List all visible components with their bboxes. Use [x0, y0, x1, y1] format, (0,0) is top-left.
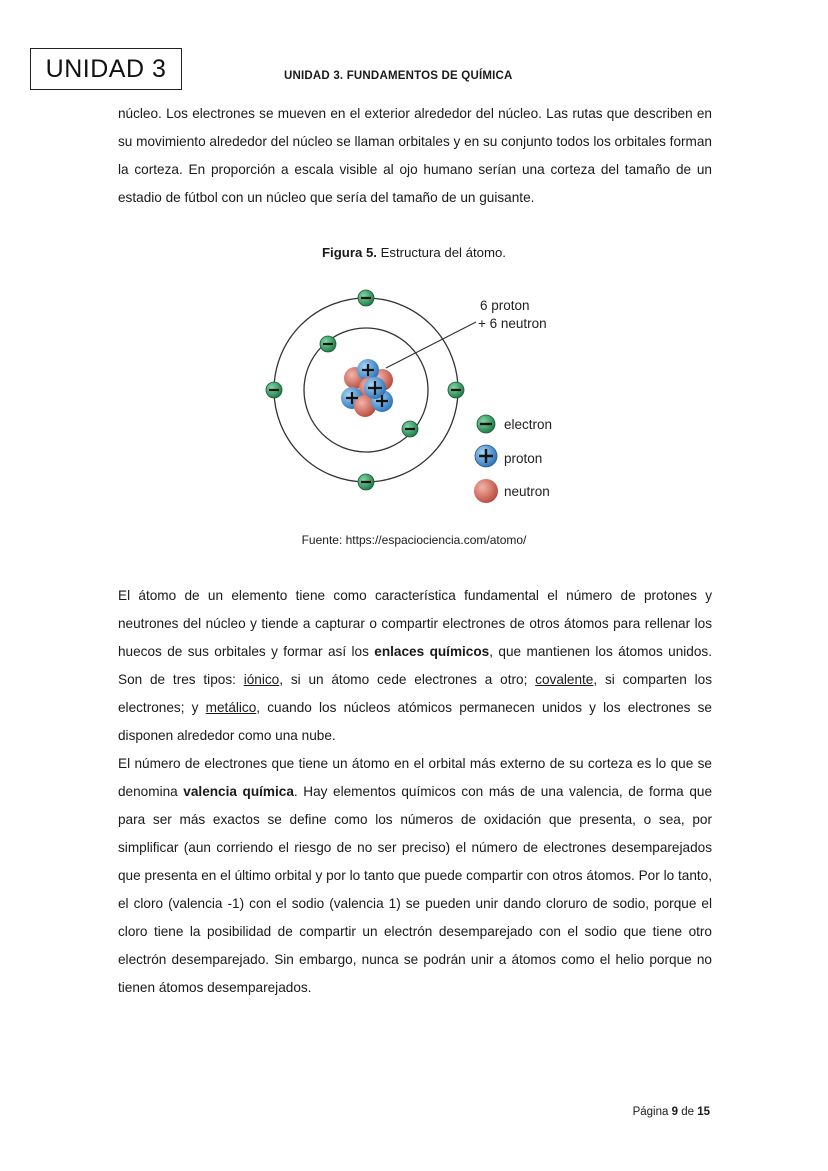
valence-paragraph: El número de electrones que tiene un átomo en el orbital más externo de su corteza es lo que se denomina valencia química. Hay elementos químicos con más de una valencia, de forma que para ser más exactos se define como los números de oxidación que presenta, o sea, por simplificar (aun corriendo el riesgo de no ser preciso) el número de electrones desemparejados que presenta en el último orbital y por lo tanto que puede compartir con otros átomos. Por lo tanto, el cloro (valencia -1) con el sodio (valencia 1) se pueden unir dando cloruro de sodio, porque el cloro tiene la posibilidad de compartir un electrón desemparejado con el sodio que tiene otro electrón desemparejado. Sin embargo, nunca se podrán unir a átomos como el helio porque no tienen átomos desemparejados. [118, 756, 713, 995]
page-header-title: UNIDAD 3. FUNDAMENTOS DE QUÍMICA [284, 70, 513, 82]
legend-proton-icon [475, 445, 497, 467]
legend-neutron-icon [474, 479, 498, 503]
atom-diagram [258, 284, 568, 504]
legend-electron-label: electron [504, 417, 553, 432]
unit-label: UNIDAD 3 [45, 54, 167, 83]
legend-electron-icon [477, 415, 495, 433]
page-number: 9 [671, 1106, 679, 1118]
figure-source: Fuente: https://espaciociencia.com/atomo/ [301, 533, 527, 547]
legend-proton-label: proton [504, 451, 543, 466]
term-covalent: covalente [535, 672, 594, 687]
intro-paragraph: núcleo. Los electrones se mueven en el exterior alrededor del núcleo. Las rutas que describen en su movimiento alrededor del núcleo se llaman orbitales y en su conjunto todos los orbitales forman la corteza. En proporción a escala visible al ojo humano serían una corteza del tamaño de un estadio de fútbol con un núcleo que sería del tamaño de un guisante. [118, 106, 712, 205]
figure-caption-label: Figura 5. [322, 245, 377, 260]
figure-caption-text: Estructura del átomo. [376, 245, 506, 260]
total-pages: 15 [697, 1106, 710, 1118]
nucleus-pointer-line [386, 322, 476, 368]
atom-paragraph-block [118, 582, 712, 1002]
intro-paragraph-block [118, 100, 712, 212]
unit-label-box [30, 48, 182, 90]
electron-particle [448, 382, 464, 398]
bold-term-valence: valencia química [183, 784, 294, 799]
electron-particle [266, 382, 282, 398]
term-metallic: metálico [205, 700, 257, 715]
electron-particle [358, 290, 374, 306]
bold-term-chemical-bonds: enlaces químicos [374, 644, 490, 659]
page-footer: Página 9 de 15 [632, 1106, 710, 1118]
figure-caption [0, 245, 828, 260]
nucleus-label-line1: 6 proton [480, 298, 530, 313]
nucleus [341, 359, 393, 417]
term-ionic: iónico [243, 672, 280, 687]
electron-particle [402, 421, 418, 437]
bonds-paragraph: El átomo de un elemento tiene como característica fundamental el número de protones y neutrones del núcleo y tiende a capturar o compartir electrones de otros átomos para rellenar los huecos de sus orbitales y formar así los enlaces químicos, que mantienen los átomos unidos. Son de tres tipos: iónico, si un átomo cede electrones a otro; covalente, si comparten los electrones; y metálico, cuando los núcleos atómicos permanecen unidos y los electrones se disponen alrededor como una nube. [118, 588, 712, 743]
legend [474, 415, 552, 503]
atom-diagram-svg [258, 284, 568, 504]
legend-neutron-label: neutron [504, 484, 550, 499]
nucleus-label-line2: + 6 neutron [478, 316, 547, 331]
electron-particle [358, 474, 374, 490]
electron-particle [320, 336, 336, 352]
